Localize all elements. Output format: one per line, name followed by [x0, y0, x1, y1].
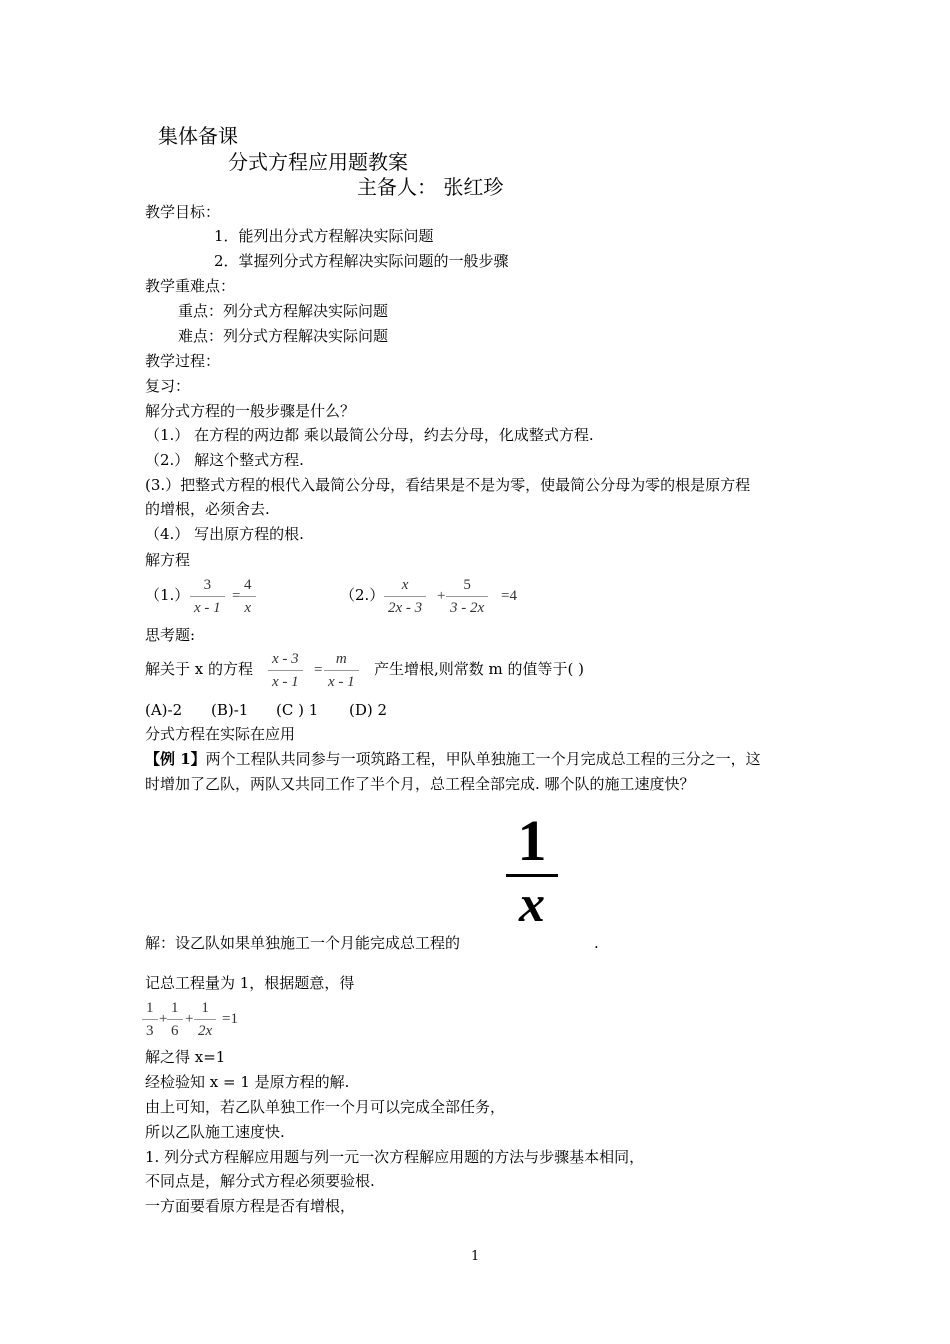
think-equals: = [314, 662, 323, 678]
think-heading: 思考题: [145, 626, 196, 644]
solve-heading: 解方程 [145, 551, 191, 569]
key-points-heading: 教学重难点： [145, 277, 236, 295]
process-heading: 教学过程： [145, 352, 221, 370]
sum-f2-den: 6 [171, 1023, 179, 1039]
note-line-3: 一方面要看原方程是否有增根， [145, 1197, 356, 1215]
sum-fraction-3 [194, 1001, 216, 1039]
note-line-1: 1. 列分式方程解应用题与列一元一次方程解应用题的方法与步骤基本相同， [145, 1148, 645, 1166]
fraction-bar [142, 1019, 158, 1020]
sum-f1-num: 1 [146, 1000, 154, 1016]
eq1-rhs-fraction [240, 578, 256, 616]
solved-line: 解之得 x=1 [145, 1048, 226, 1066]
choice-b: (B)-1 [211, 701, 249, 719]
choice-d: (D) 2 [349, 701, 388, 719]
eq1-lhs-den: x - 1 [194, 600, 221, 616]
solution-line: 解：设乙队如果单独施工一个月能完成总工程的 [145, 934, 461, 952]
example-tag: 【例 1】 [145, 750, 206, 768]
conclusion-line-2: 所以乙队施工速度快. [145, 1123, 285, 1141]
goal-item-1: 1．能列出分式方程解决实际问题 [214, 227, 434, 245]
sum-f3-den: 2x [198, 1023, 213, 1039]
think-rhs-fraction [324, 652, 359, 690]
example-line-1 [145, 752, 761, 767]
eq2-a-num: x [401, 577, 409, 593]
think-rhs-num: m [335, 651, 347, 667]
eq1-label: （1.） [145, 586, 190, 604]
eq1-rhs-num: 4 [244, 577, 252, 593]
step-2: （2.） 解这个整式方程. [145, 451, 304, 469]
verify-line: 经检验知 x = 1 是原方程的解. [145, 1073, 350, 1091]
eq2-a-den: 2x - 3 [388, 600, 423, 616]
record-line: 记总工程量为 1，根据题意，得 [145, 974, 355, 992]
sum-fraction-2 [167, 1001, 183, 1039]
fraction-bar [384, 596, 426, 597]
eq2-rhs: =4 [501, 588, 517, 604]
key-point: 重点：列分式方程解决实际问题 [178, 302, 389, 320]
fraction-bar [324, 670, 359, 671]
sum-rhs: =1 [222, 1011, 238, 1027]
eq2-b-fraction [446, 578, 488, 616]
example-line-2: 时增加了乙队，两队又共同工作了半个月，总工程全部完成. 哪个队的施工速度快？ [145, 775, 695, 793]
review-question: 解分式方程的一般步骤是什么？ [145, 402, 356, 420]
step-3-cont: 的增根，必须舍去. [145, 500, 270, 518]
fraction-bar [240, 596, 256, 597]
think-lhs-den: x - 1 [272, 674, 299, 690]
eq2-b-den: 3 - 2x [450, 600, 485, 616]
choice-a: (A)-2 [145, 701, 183, 719]
sum-fraction-1 [142, 1001, 158, 1039]
eq2-label: （2.） [340, 586, 385, 604]
note-line-2: 不同点是，解分式方程必须要验根. [145, 1172, 375, 1190]
sum-f3-num: 1 [201, 1000, 209, 1016]
page-title: 分式方程应用题教案 [228, 150, 408, 174]
step-4: （4.） 写出原方程的根. [145, 525, 304, 543]
step-3: (3.）把整式方程的根代入最简公分母，看结果是不是为零，使最简公分母为零的根是原方程 [145, 476, 751, 494]
choice-c: (C ) 1 [276, 701, 319, 719]
eq1-equals: = [232, 588, 241, 604]
goal-item-2: 2．掌握列分式方程解决实际问题的一般步骤 [214, 252, 509, 270]
example-text-1: 两个工程队共同参与一项筑路工程，甲队单独施工一个月完成总工程的三分之一，这 [205, 750, 761, 768]
sum-plus-2: + [185, 1011, 194, 1027]
goals-heading: 教学目标： [145, 203, 221, 221]
big-fraction-num: 1 [517, 808, 547, 873]
eq2-plus: + [437, 588, 446, 604]
fraction-bar [190, 596, 225, 597]
sum-plus-1: + [159, 1011, 168, 1027]
sum-f2-num: 1 [171, 1000, 179, 1016]
fraction-bar [446, 596, 488, 597]
conclusion-line-1: 由上可知，若乙队单独工作一个月可以完成全部任务， [145, 1098, 506, 1116]
eq2-b-num: 5 [463, 577, 471, 593]
eq1-lhs-fraction [190, 578, 225, 616]
sum-f1-den: 3 [146, 1023, 154, 1039]
big-fraction-den: x [519, 876, 545, 933]
think-prefix: 解关于 x 的方程 [145, 660, 253, 678]
difficult-point: 难点：列分式方程解决实际问题 [178, 327, 389, 345]
think-suffix: 产生增根,则常数 m 的值等于( ) [374, 660, 585, 678]
fraction-bar [268, 670, 303, 671]
fraction-bar [194, 1019, 216, 1020]
step-1: （1.） 在方程的两边都 乘以最简公分母，约去分母，化成整式方程. [145, 426, 594, 444]
eq1-lhs-num: 3 [203, 577, 212, 593]
review-heading: 复习： [145, 377, 191, 395]
eq1-rhs-den: x [244, 600, 252, 616]
collective-label: 集体备课 [158, 124, 238, 148]
think-rhs-den: x - 1 [328, 674, 355, 690]
big-fraction [506, 808, 558, 933]
application-heading: 分式方程在实际在应用 [145, 725, 296, 743]
think-lhs-fraction [268, 652, 303, 690]
solution-end: . [594, 934, 599, 952]
eq2-a-fraction [384, 578, 426, 616]
page-number: 1 [471, 1249, 480, 1264]
think-lhs-num: x - 3 [272, 651, 299, 667]
preparer-line: 主备人： 张红珍 [357, 175, 504, 199]
fraction-bar [167, 1019, 183, 1020]
